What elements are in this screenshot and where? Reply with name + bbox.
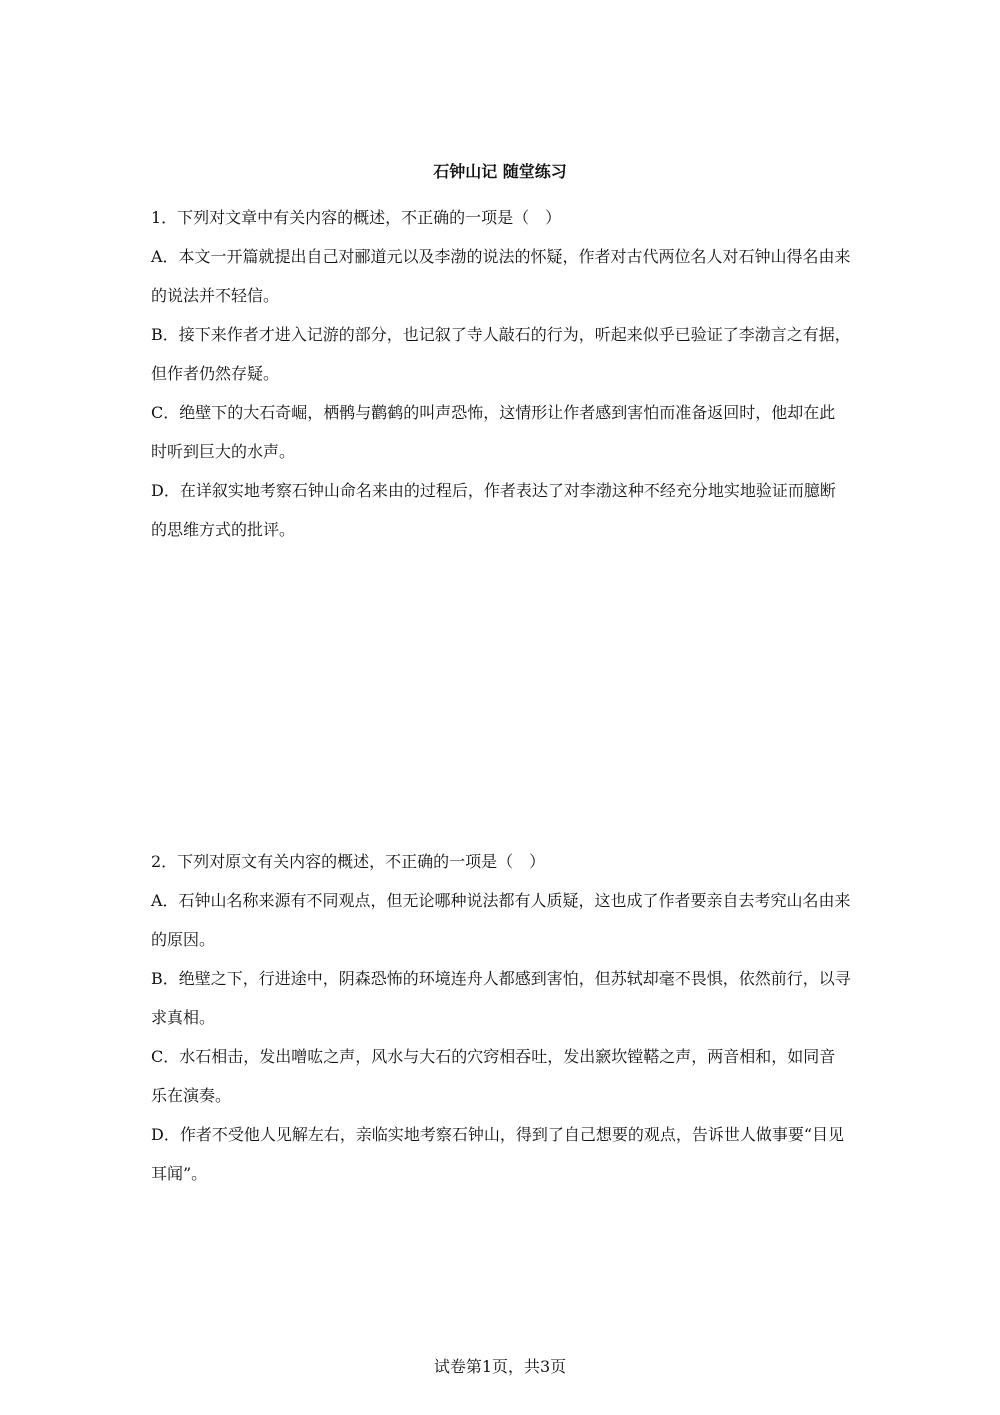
option-a: A．石钟山名称来源有不同观点，但无论哪种说法都有人质疑，这也成了作者要亲自去考究山名由来的原因。 bbox=[151, 891, 851, 949]
option-d: D．在详叙实地考察石钟山命名来由的过程后，作者表达了对李渤这种不经充分地实地验证而臆断的思维方式的批评。 bbox=[151, 481, 836, 539]
option-c: C．绝壁下的大石奇崛，栖鹘与鹳鹤的叫声恐怖，这情形让作者感到害怕而准备返回时，他却在此时听到巨大的水声。 bbox=[151, 403, 836, 461]
option-d: D．作者不受他人见解左右，亲临实地考察石钟山，得到了自己想要的观点，告诉世人做事要“目见耳闻”。 bbox=[151, 1125, 845, 1183]
option-b: B．绝壁之下，行进途中，阴森恐怖的环境连舟人都感到害怕，但苏轼却毫不畏惧，依然前行，以寻求真相。 bbox=[151, 969, 851, 1027]
page-footer: 试卷第1页，共3页 bbox=[433, 1357, 567, 1376]
question-stem: 1．下列对文章中有关内容的概述，不正确的一项是（ ） bbox=[151, 208, 562, 227]
question-1 bbox=[151, 198, 851, 549]
option-c: C．水石相击，发出噌吰之声，风水与大石的穴窍相吞吐，发出窾坎镗鞳之声，两音相和，如同音乐在演奏。 bbox=[151, 1047, 836, 1105]
option-b: B．接下来作者才进入记游的部分，也记叙了寺人敲石的行为，听起来似乎已验证了李渤言之有据，但作者仍然存疑。 bbox=[151, 325, 851, 383]
page-title: 石钟山记 随堂练习 bbox=[433, 162, 567, 181]
question-stem: 2．下列对原文有关内容的概述，不正确的一项是（ ） bbox=[151, 852, 546, 871]
question-2 bbox=[151, 842, 851, 1193]
option-a: A．本文一开篇就提出自己对郦道元以及李渤的说法的怀疑，作者对古代两位名人对石钟山得名由来的说法并不轻信。 bbox=[151, 247, 851, 305]
